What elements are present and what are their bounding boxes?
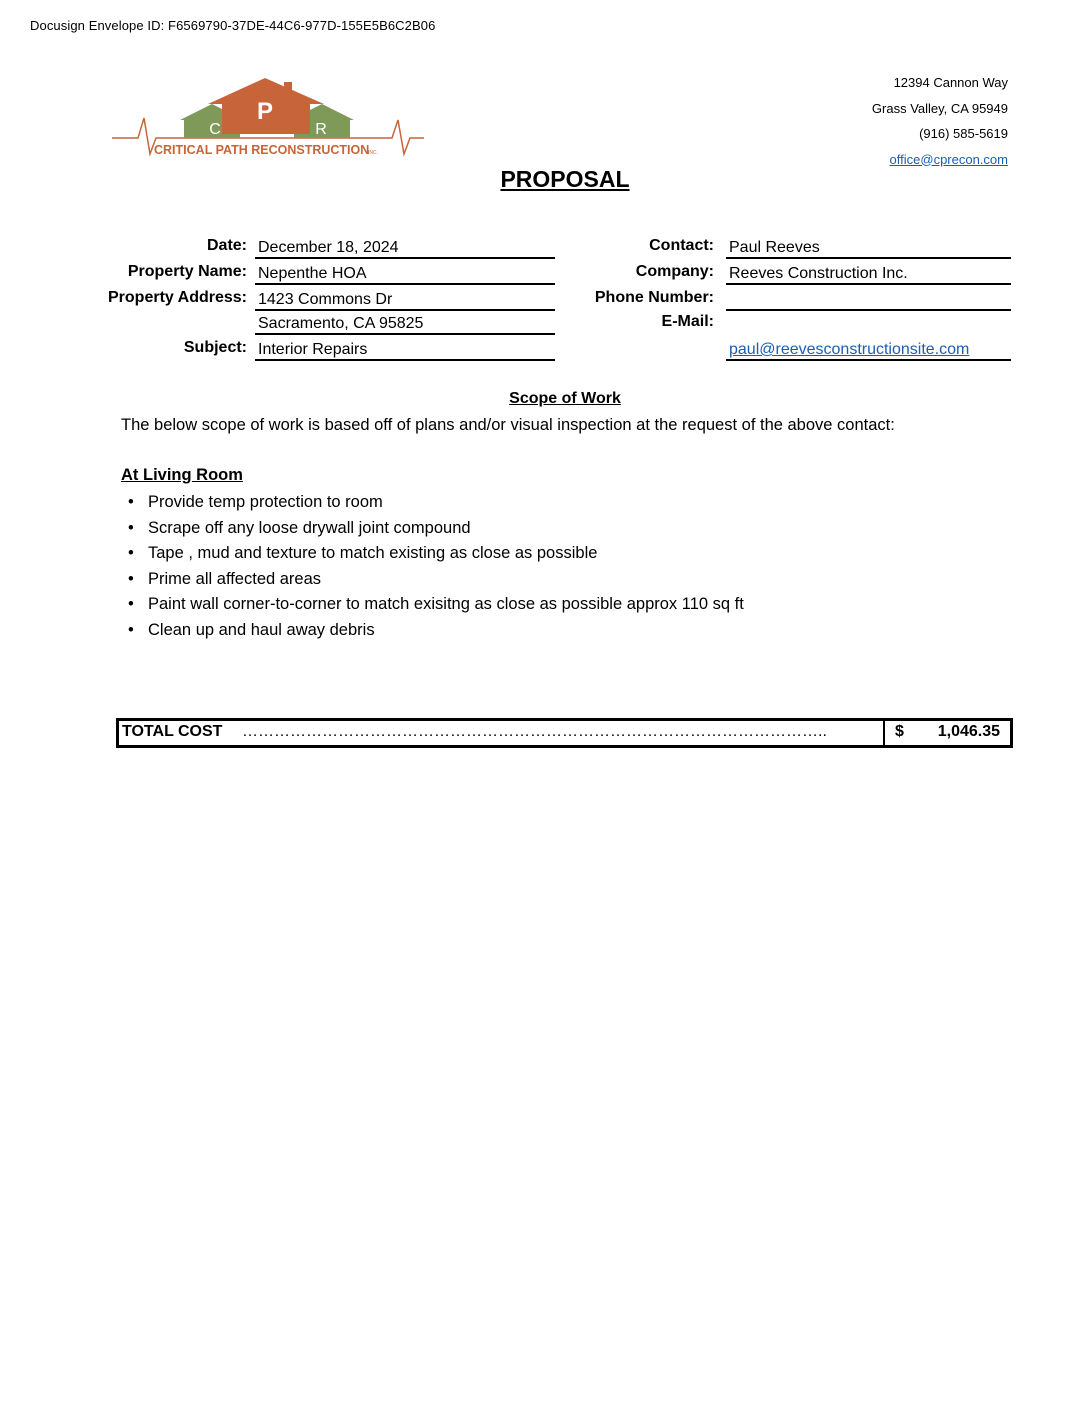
property-name-value: Nepenthe HOA	[255, 263, 555, 285]
scope-title: Scope of Work	[509, 390, 621, 407]
company-address	[872, 70, 1008, 172]
phone-number-label: Phone Number:	[594, 289, 714, 306]
address-city: Grass Valley, CA 95949	[871, 100, 1008, 116]
bullet-icon: •	[128, 620, 134, 639]
logo-letter-c: C	[209, 121, 221, 138]
property-address-line2: Sacramento, CA 95825	[255, 313, 555, 335]
list-item: • Provide temp protection to room	[126, 490, 744, 516]
total-cost-currency: $	[895, 723, 904, 740]
subject-label: Subject:	[183, 339, 247, 356]
list-item: • Tape , mud and texture to match existing as close as possible	[126, 541, 744, 567]
logo-letter-r: R	[315, 121, 327, 138]
bullet-icon: •	[128, 569, 134, 588]
logo-suffix: INC.	[368, 150, 378, 156]
bullet-icon: •	[128, 544, 134, 562]
total-cost-leader-dots: ………………………………………………………………………………………………..	[242, 723, 827, 740]
total-cost-amount: 1,046.35	[937, 723, 1000, 740]
total-cost-box	[116, 718, 1013, 748]
logo-company-name: CRITICAL PATH RECONSTRUCTION	[154, 143, 370, 157]
email-value	[726, 339, 1011, 361]
property-address-line1: 1423 Commons Dr	[255, 289, 555, 311]
list-item: • Prime all affected areas	[126, 567, 744, 593]
phone-number-value	[726, 289, 1011, 311]
contact-email-link[interactable]: paul@reevesconstructionsite.com	[729, 341, 970, 358]
total-cost-divider	[883, 721, 885, 745]
address-street: 12394 Cannon Way	[893, 75, 1008, 90]
list-item: • Clean up and haul away debris	[126, 618, 744, 644]
date-label: Date:	[206, 237, 247, 254]
scope-items-list	[126, 490, 744, 643]
page-title: PROPOSAL	[500, 166, 630, 192]
company-email-link[interactable]: office@cprecon.com	[889, 151, 1008, 167]
company-logo	[112, 74, 424, 166]
address-phone: (916) 585-5619	[919, 126, 1008, 141]
company-value: Reeves Construction Inc.	[726, 263, 1011, 285]
total-cost-label: TOTAL COST	[122, 723, 223, 740]
bullet-icon: •	[128, 595, 134, 613]
list-item: • Paint wall corner-to-corner to match exisitng as close as possible approx 110 sq ft	[126, 592, 744, 618]
property-address-label: Property Address:	[108, 289, 247, 306]
bullet-icon: •	[128, 518, 134, 537]
email-label: E-Mail:	[661, 313, 714, 330]
contact-label: Contact:	[649, 237, 714, 254]
company-label: Company:	[635, 263, 714, 280]
contact-value: Paul Reeves	[726, 237, 1011, 259]
list-item: • Scrape off any loose drywall joint compound	[126, 516, 744, 542]
date-value: December 18, 2024	[255, 237, 555, 259]
bullet-icon: •	[128, 493, 134, 511]
property-name-label: Property Name:	[127, 263, 247, 280]
scope-intro: The below scope of work is based off of plans and/or visual inspection at the request of the above contact:	[121, 416, 895, 434]
logo-letter-p: P	[256, 98, 274, 125]
docusign-envelope-id: Docusign Envelope ID: F6569790-37DE-44C6-977D-155E5B6C2B06	[30, 18, 436, 33]
section-title: At Living Room	[121, 466, 243, 484]
subject-value: Interior Repairs	[255, 339, 555, 361]
